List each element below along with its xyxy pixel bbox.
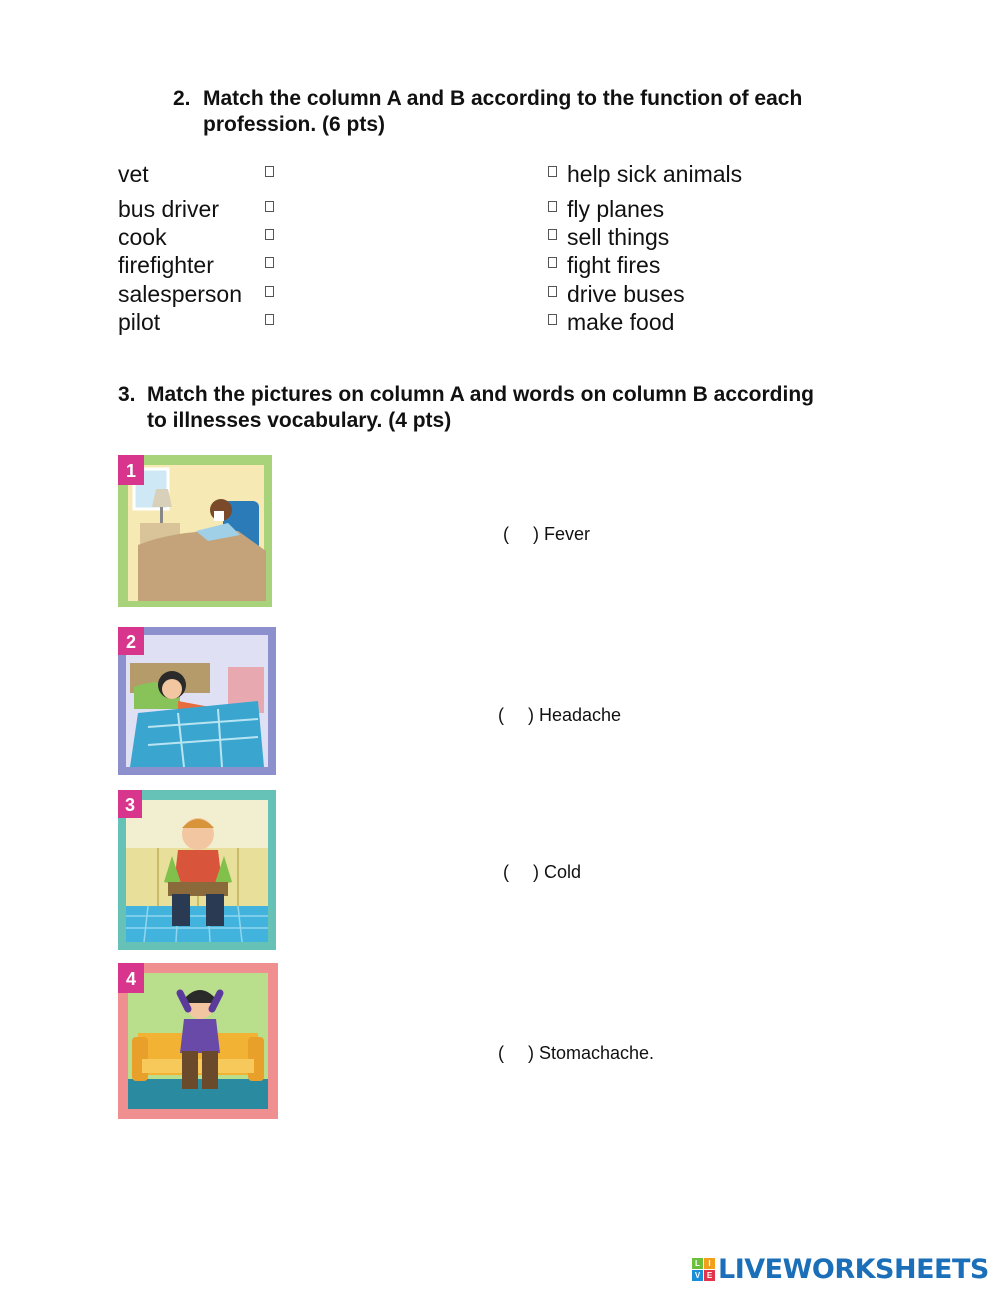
- column-b-item: make food: [567, 309, 675, 335]
- answer-blank[interactable]: (: [503, 524, 509, 544]
- column-b-checkbox[interactable]: [548, 257, 557, 268]
- column-b-item: fight fires: [567, 252, 661, 278]
- picture-3-svg: [118, 790, 276, 950]
- holding-stomach-illustration: [118, 790, 276, 950]
- liveworksheets-logo-mark: [692, 1258, 715, 1281]
- column-a-checkbox[interactable]: [265, 229, 274, 240]
- answer-label: ) Fever: [533, 524, 591, 544]
- column-b-item: sell things: [567, 224, 670, 250]
- column-a-checkbox[interactable]: [265, 257, 274, 268]
- column-a-checkbox[interactable]: [265, 166, 274, 177]
- answer-blank[interactable]: (: [503, 862, 509, 882]
- column-a-item: bus driver: [118, 196, 219, 222]
- column-a-item: firefighter: [118, 252, 214, 278]
- liveworksheets-logo-text: LIVEWORKSHEETS: [718, 1253, 989, 1285]
- picture-4-svg: [118, 963, 278, 1119]
- answer-option-fever[interactable]: [503, 524, 590, 545]
- holding-head-illustration: [118, 963, 278, 1119]
- column-b-checkbox[interactable]: [548, 314, 557, 325]
- answer-option-stomachache[interactable]: [498, 1043, 654, 1064]
- answer-label: ) Stomachache.: [528, 1043, 655, 1063]
- section-2-title-line-2: profession. (6 pts): [203, 113, 386, 136]
- picture-4-badge: 4: [125, 969, 137, 989]
- picture-3-badge: 3: [124, 795, 136, 815]
- column-b-checkbox[interactable]: [548, 166, 557, 177]
- picture-1-badge: 1: [125, 461, 137, 481]
- answer-option-headache[interactable]: [498, 705, 621, 726]
- column-a-checkbox[interactable]: [265, 201, 274, 212]
- column-a-item: salesperson: [118, 281, 243, 307]
- section-2-title-line-1: Match the column A and B according to the function of each: [203, 87, 803, 110]
- logo-mark-tile: V: [692, 1270, 703, 1281]
- liveworksheets-logo: [692, 1253, 989, 1285]
- sick-in-bed-sneezing-illustration: [118, 455, 272, 607]
- column-b-item: drive buses: [567, 281, 685, 307]
- column-b-checkbox[interactable]: [548, 201, 557, 212]
- column-b-checkbox[interactable]: [548, 286, 557, 297]
- column-a-checkbox[interactable]: [265, 314, 274, 325]
- answer-label: ) Headache: [528, 705, 622, 725]
- picture-2-svg: [118, 627, 276, 775]
- column-a-item: cook: [118, 224, 167, 250]
- column-b-checkbox[interactable]: [548, 229, 557, 240]
- column-a-item: vet: [118, 161, 149, 187]
- section-3-title-line-2: to illnesses vocabulary. (4 pts): [147, 409, 452, 432]
- column-b-item: fly planes: [567, 196, 665, 222]
- section-3-title: [118, 382, 918, 434]
- section-3-title-line-1: Match the pictures on column A and words on column B according: [147, 383, 814, 406]
- answer-blank[interactable]: (: [498, 1043, 504, 1063]
- picture-2-badge: 2: [125, 632, 137, 652]
- tired-in-bed-illustration: [118, 627, 276, 775]
- section-3-number: 3.: [118, 383, 136, 406]
- section-2-number: 2.: [173, 87, 191, 110]
- column-b-item: help sick animals: [567, 161, 743, 187]
- column-a-item: pilot: [118, 309, 161, 335]
- answer-option-cold[interactable]: [503, 862, 581, 883]
- logo-mark-tile: L: [692, 1258, 703, 1269]
- picture-1-svg: [118, 455, 272, 607]
- column-a-checkbox[interactable]: [265, 286, 274, 297]
- section-2-title: [173, 86, 893, 138]
- answer-label: ) Cold: [533, 862, 582, 882]
- logo-mark-tile: I: [704, 1258, 715, 1269]
- logo-mark-tile: E: [704, 1270, 715, 1281]
- answer-blank[interactable]: (: [498, 705, 504, 725]
